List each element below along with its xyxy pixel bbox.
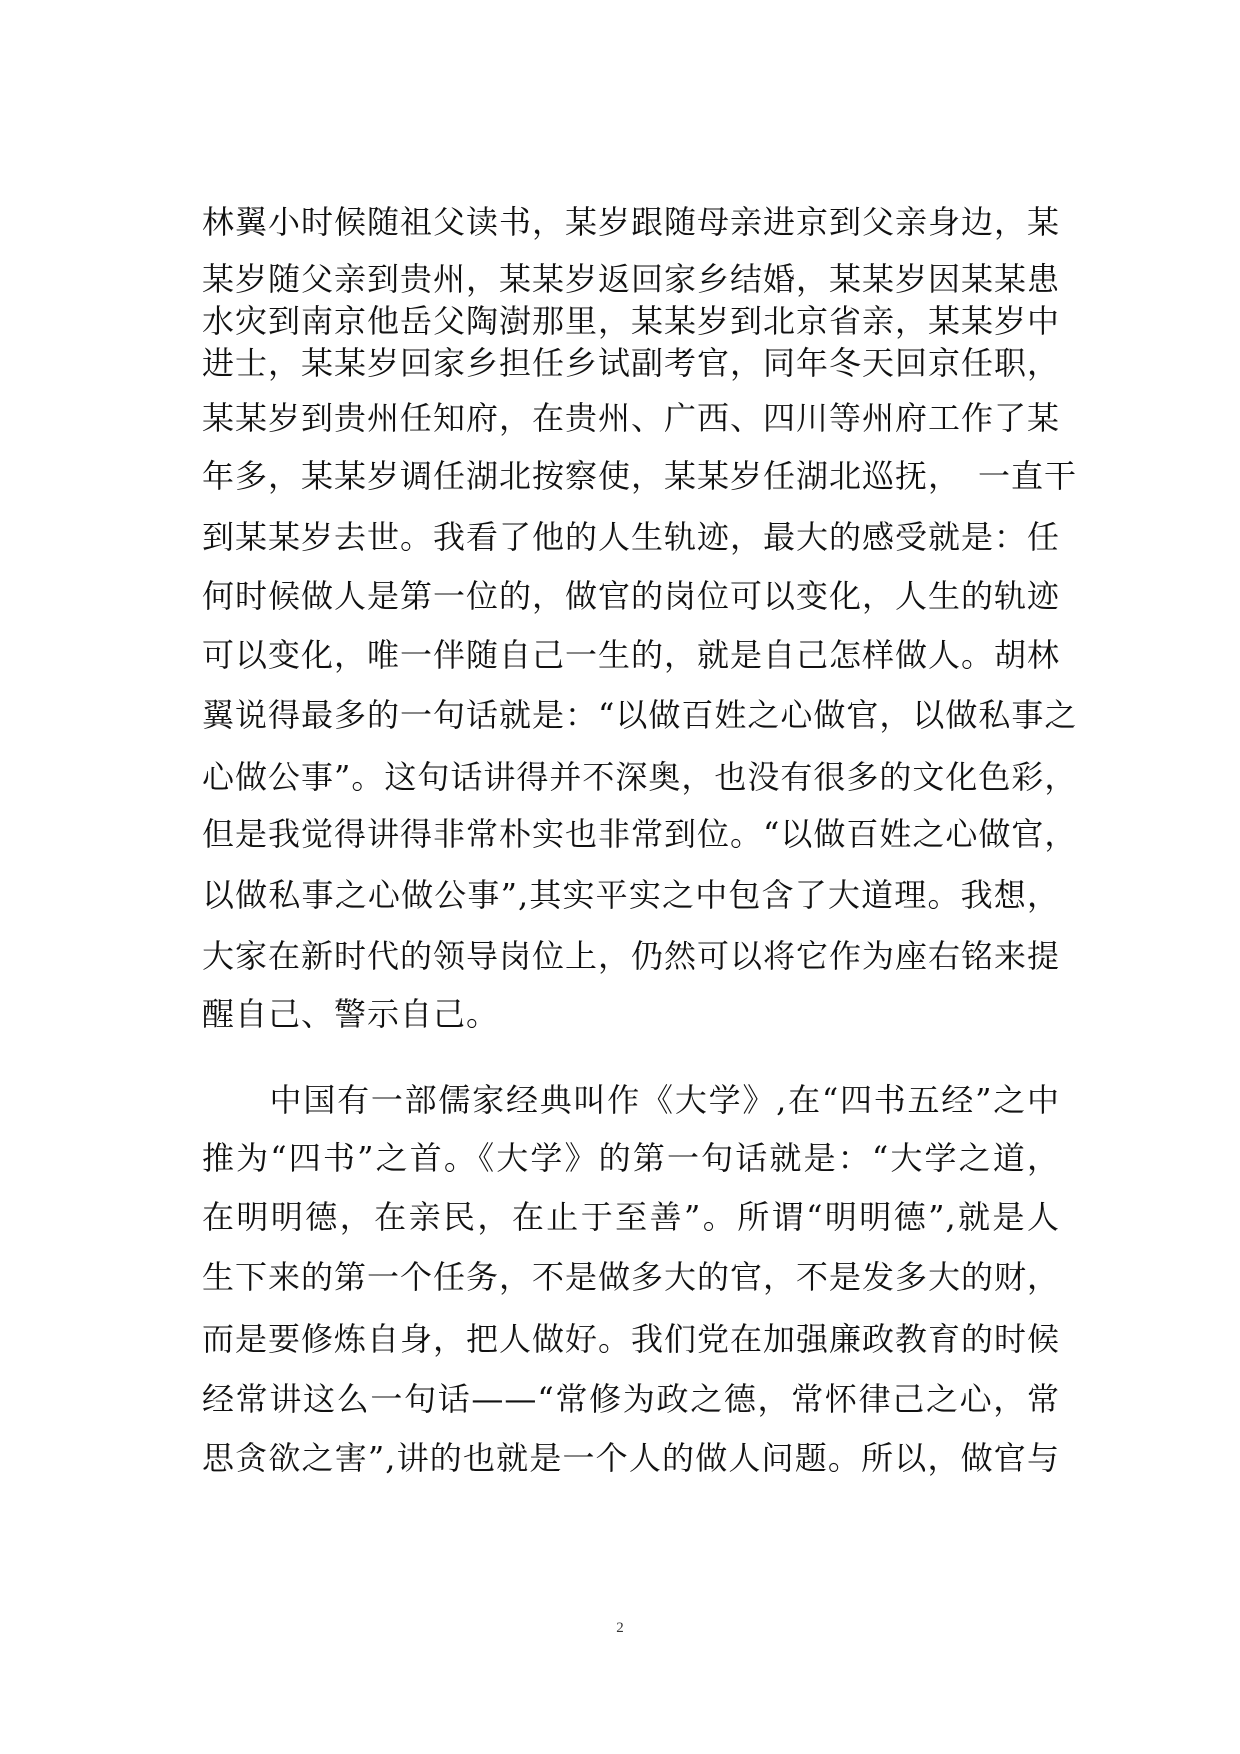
text-line: 但是我觉得讲得非常朴实也非常到位。“以做百姓之心做官， [202, 815, 1078, 853]
text-line: 某某岁到贵州任知府，在贵州、广西、四川等州府工作了某 [202, 399, 1061, 437]
text-line: 经常讲这么一句话——“常修为政之德，常怀律己之心，常 [202, 1380, 1060, 1418]
text-line: 生下来的第一个任务，不是做多大的官，不是发多大的财， [202, 1258, 1061, 1296]
text-line: 翼说得最多的一句话就是：“以做百姓之心做官，以做私事之 [202, 696, 1078, 734]
text-line: 心做公事”。这句话讲得并不深奥，也没有很多的文化色彩， [202, 758, 1078, 796]
text-line: 以做私事之心做公事”,其实平实之中包含了大道理。我想， [202, 876, 1060, 914]
text-line: 在明明德，在亲民，在止于至善”。所谓“明明德”,就是人 [202, 1198, 1060, 1236]
page-number: 2 [616, 1620, 624, 1636]
text-line: 进士，某某岁回家乡担任乡试副考官，同年冬天回京任职， [202, 344, 1061, 382]
text-line: 思贪欲之害”,讲的也就是一个人的做人问题。所以，做官与 [202, 1439, 1060, 1477]
text-line: 而是要修炼自身，把人做好。我们党在加强廉政教育的时候 [202, 1320, 1061, 1358]
text-line: 可以变化，唯一伴随自己一生的，就是自己怎样做人。胡林 [202, 636, 1061, 674]
text-line: 年多，某某岁调任湖北按察使，某某岁任湖北巡抚， 一直干 [202, 457, 1078, 495]
text-line: 何时候做人是第一位的，做官的岗位可以变化，人生的轨迹 [202, 577, 1061, 615]
text-line: 水灾到南京他岳父陶澍那里，某某岁到北京省亲，某某岁中 [202, 302, 1061, 340]
text-line: 林翼小时候随祖父读书，某岁跟随母亲进京到父亲身边，某 [202, 203, 1061, 241]
text-line: 推为“四书”之首。《大学》的第一句话就是：“大学之道， [202, 1139, 1060, 1177]
text-line: 某岁随父亲到贵州，某某岁返回家乡结婚，某某岁因某某患 [202, 260, 1061, 298]
text-line: 到某某岁去世。我看了他的人生轨迹，最大的感受就是：任 [202, 518, 1061, 556]
text-line: 中国有一部儒家经典叫作《大学》,在“四书五经”之中 [202, 1081, 1060, 1119]
text-line: 大家在新时代的领导岗位上，仍然可以将它作为座右铭来提 [202, 937, 1061, 975]
text-line: 醒自己、警示自己。 [202, 995, 500, 1033]
